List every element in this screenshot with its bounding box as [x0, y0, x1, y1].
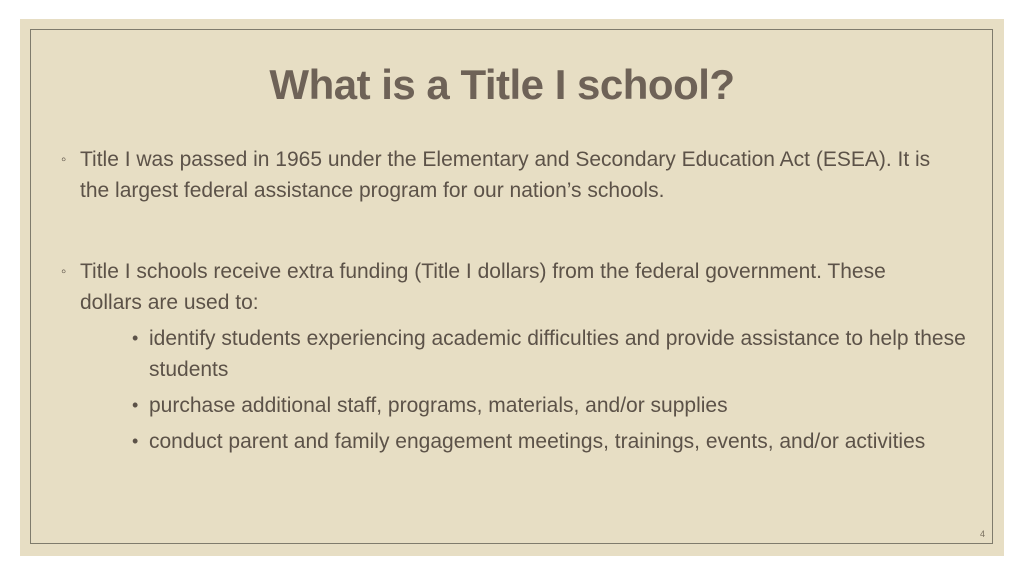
bullet-dot-icon: •	[132, 431, 139, 451]
sub-bullet-item-3	[132, 426, 969, 457]
bullet-text: Title I schools receive extra funding (Title I dollars) from the federal government. These dollars are used to:	[80, 260, 886, 314]
sub-bullet-text: identify students experiencing academic difficulties and provide assistance to help these students	[149, 327, 966, 381]
slide-content	[20, 19, 1004, 556]
sub-bullet-text: purchase additional staff, programs, materials, and/or supplies	[149, 394, 728, 417]
hollow-bullet-icon: ◦	[61, 263, 67, 280]
bullet-dot-icon: •	[132, 328, 139, 348]
sub-bullet-text: conduct parent and family engagement meetings, trainings, events, and/or activities	[149, 430, 926, 453]
page-number: 4	[979, 529, 985, 539]
slide-title-text: What is a Title I school?	[269, 61, 735, 108]
bullet-item-2	[61, 256, 950, 318]
hollow-bullet-icon: ◦	[61, 151, 67, 168]
bullet-item-1	[61, 144, 950, 206]
sub-bullet-item-2	[132, 390, 969, 421]
slide	[20, 19, 1004, 556]
sub-bullet-item-1	[132, 323, 969, 385]
bullet-dot-icon: •	[132, 395, 139, 415]
bullet-text: Title I was passed in 1965 under the Elementary and Secondary Education Act (ESEA). It is the largest federal assistance program for our nation’s schools.	[80, 148, 931, 202]
